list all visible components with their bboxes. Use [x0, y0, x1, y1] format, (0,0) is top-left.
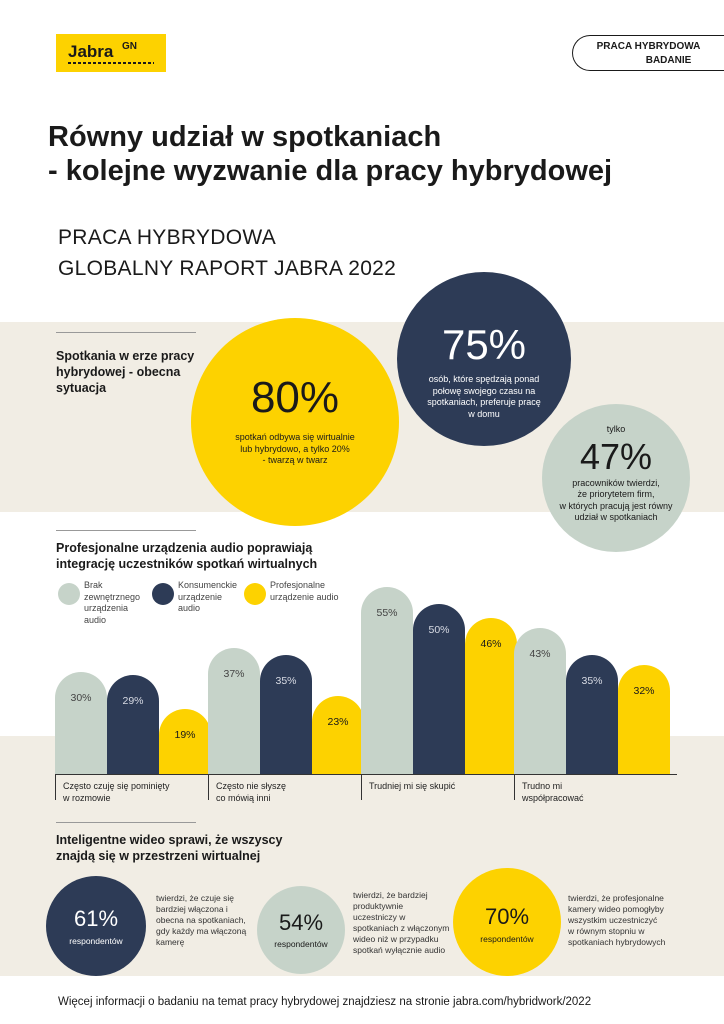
- subtitle-line1: PRACA HYBRYDOWA: [58, 226, 277, 249]
- axis-tick: [55, 774, 56, 800]
- logo-dots: [68, 62, 154, 64]
- tag-line2: BADANIE: [645, 55, 692, 66]
- note-line: spotkaniach z włączonym: [353, 923, 450, 933]
- legend-label-no-device: [84, 580, 140, 626]
- bar-value-label: 23%: [327, 716, 349, 728]
- footer-text: Więcej informacji o badaniu na temat pracy hybrydowej znajdziesz na stronie jabra.com/hybridwork/2022: [58, 996, 592, 1008]
- legend-dot-professional: [244, 583, 266, 605]
- legend-label-consumer: [178, 580, 237, 615]
- legend-line: urządzenia: [84, 603, 129, 613]
- stat-text-line: pracowników twierdzi,: [572, 477, 660, 488]
- video-stat-circle-61: [46, 876, 146, 976]
- category-label-line: Trudno mi: [522, 781, 563, 791]
- section2-heading-line: integrację uczestników spotkań wirtualnych: [56, 557, 318, 571]
- category-label-line: współpracować: [522, 792, 584, 803]
- stat-circle-75: [397, 272, 571, 446]
- note-line: twierdzi, że profesjonalne: [568, 893, 664, 903]
- stat-sub: respondentów: [69, 936, 123, 946]
- bar-value-label: 19%: [174, 729, 196, 741]
- bar-value-label: 55%: [376, 607, 398, 619]
- video-stat-circle-54: [257, 886, 345, 974]
- title-line2: - kolejne wyzwanie dla pracy hybrydowej: [48, 155, 613, 187]
- video-stat-note-61: [156, 893, 246, 948]
- bar-value-label: 29%: [122, 695, 144, 707]
- bar-value-label: 32%: [633, 685, 655, 697]
- section1-heading-line: hybrydowej - obecna: [56, 365, 181, 379]
- note-line: twierdzi, że czuje się: [156, 893, 234, 903]
- stat-prefix: tylko: [606, 424, 626, 434]
- stat-text: [397, 374, 571, 420]
- bar-value-label: 46%: [480, 638, 502, 650]
- category-label: [369, 781, 455, 793]
- stat-text: [191, 432, 399, 467]
- logo-text: Jabra: [68, 42, 114, 61]
- tag-line1: PRACA HYBRYDOWA: [596, 41, 701, 52]
- subtitle-line2: GLOBALNY RAPORT JABRA 2022: [58, 257, 397, 280]
- section3-heading: [56, 832, 282, 864]
- stat-text-line: osób, które spędzają ponad: [428, 374, 540, 384]
- category-label: [216, 781, 286, 804]
- note-line: uczestniczy w: [353, 912, 406, 922]
- stat-text-line: lub hybrydowo, a tylko 20%: [240, 443, 350, 454]
- legend-line: Brak: [84, 580, 103, 590]
- bar-consumer: [260, 655, 312, 774]
- bar-no-device: [55, 672, 107, 774]
- bar-value-label: 30%: [70, 692, 92, 704]
- stat-text-line: że priorytetem firm,: [577, 489, 655, 499]
- bar-professional: [618, 665, 670, 774]
- category-label: [63, 781, 170, 804]
- stat-sub: respondentów: [274, 939, 328, 949]
- bar-value-label: 37%: [223, 668, 245, 680]
- axis-tick: [208, 774, 209, 800]
- stat-text-line: spotkaniach, preferuje pracę: [427, 397, 541, 407]
- category-label-line: co mówią inni: [216, 792, 271, 803]
- note-line: wszystkim uczestniczyć: [568, 915, 658, 925]
- bar-professional: [159, 709, 211, 774]
- page-subtitle: [58, 222, 396, 284]
- note-line: kamery wideo pomogłyby: [568, 904, 664, 914]
- category-label-line: Często nie słyszę: [216, 781, 287, 791]
- section1-heading: [56, 348, 194, 396]
- note-line: obecna na spotkaniach,: [156, 915, 246, 925]
- note-line: twierdzi, że bardziej: [353, 890, 428, 900]
- legend-dot-no-device: [58, 583, 80, 605]
- page-title: [48, 120, 698, 188]
- stat-circle-47: [542, 404, 690, 552]
- note-line: gdy każdy ma włączoną: [156, 926, 247, 936]
- bar-value-label: 35%: [275, 675, 297, 687]
- legend-line: audio: [84, 614, 107, 625]
- note-line: produktywnie: [353, 901, 404, 911]
- video-stat-note-70: [568, 893, 665, 948]
- video-stat-note-54: [353, 890, 449, 956]
- stat-value: 70%: [484, 904, 530, 929]
- note-line: wideo niż w przypadku: [353, 934, 439, 944]
- legend-line: Profesjonalne: [270, 580, 326, 590]
- stat-text-line: - twarzą w twarz: [262, 455, 328, 465]
- stat-text-line: połowę swojego czasu na: [432, 385, 536, 396]
- legend-line: audio: [178, 603, 201, 613]
- logo-suffix: GN: [122, 41, 137, 52]
- section1-heading-line: Spotkania w erze pracy: [56, 349, 195, 363]
- bar-consumer: [107, 675, 159, 774]
- legend-line: zewnętrznego: [84, 591, 141, 602]
- section2-heading: [56, 540, 317, 572]
- note-line: w równym stopniu w: [568, 926, 645, 936]
- section1-heading-line: sytuacja: [56, 381, 107, 395]
- legend-label-professional: [270, 580, 339, 603]
- bar-value-label: 50%: [428, 624, 450, 636]
- section1-rule: [56, 332, 196, 333]
- x-axis: [55, 774, 677, 775]
- note-line: spotkaniach hybrydowych: [568, 937, 666, 947]
- stat-value: 47%: [579, 435, 653, 477]
- stat-text-line: w których pracują jest równy: [559, 500, 673, 511]
- category-label-line: Często czuję się pominięty: [63, 781, 170, 791]
- legend-line: urządzenie: [178, 591, 223, 602]
- stat-value: 61%: [73, 906, 119, 931]
- stat-text-line: w domu: [468, 408, 500, 419]
- stat-value: 80%: [250, 373, 340, 422]
- legend-line: Konsumenckie: [178, 580, 238, 590]
- bar-value-label: 43%: [529, 648, 551, 660]
- note-line: kamerę: [156, 937, 185, 947]
- header-tag: [572, 35, 724, 71]
- note-line: spotkań wyłącznie audio: [353, 945, 446, 955]
- category-label-line: Trudniej mi się skupić: [369, 781, 456, 791]
- title-line1: Równy udział w spotkaniach: [48, 121, 442, 153]
- section2-rule: [56, 530, 196, 531]
- bar-no-device: [208, 648, 260, 774]
- legend-line: urządzenie audio: [270, 591, 339, 602]
- axis-tick: [361, 774, 362, 800]
- video-stat-circle-70: [453, 868, 561, 976]
- axis-tick: [514, 774, 515, 800]
- section2-heading-line: Profesjonalne urządzenia audio poprawiają: [56, 541, 313, 555]
- category-label-line: w rozmowie: [63, 792, 111, 803]
- note-line: bardziej włączona i: [156, 904, 228, 914]
- section3-rule: [56, 822, 196, 823]
- jabra-logo: [56, 34, 166, 72]
- stat-text-line: spotkań odbywa się wirtualnie: [235, 432, 355, 442]
- bar-professional: [312, 696, 364, 774]
- legend-dot-consumer: [152, 583, 174, 605]
- section3-heading-line: znajdą się w przestrzeni wirtualnej: [56, 849, 261, 863]
- bar-value-label: 35%: [581, 675, 603, 687]
- stat-text: [542, 478, 690, 524]
- stat-circle-80: [191, 318, 399, 526]
- stat-value: 75%: [441, 321, 527, 368]
- bar-consumer: [566, 655, 618, 774]
- category-label: [522, 781, 584, 804]
- stat-value: 54%: [278, 910, 324, 935]
- stat-text-line: udział w spotkaniach: [574, 512, 658, 522]
- stat-sub: respondentów: [480, 934, 534, 944]
- section3-heading-line: Inteligentne wideo sprawi, że wszyscy: [56, 833, 283, 847]
